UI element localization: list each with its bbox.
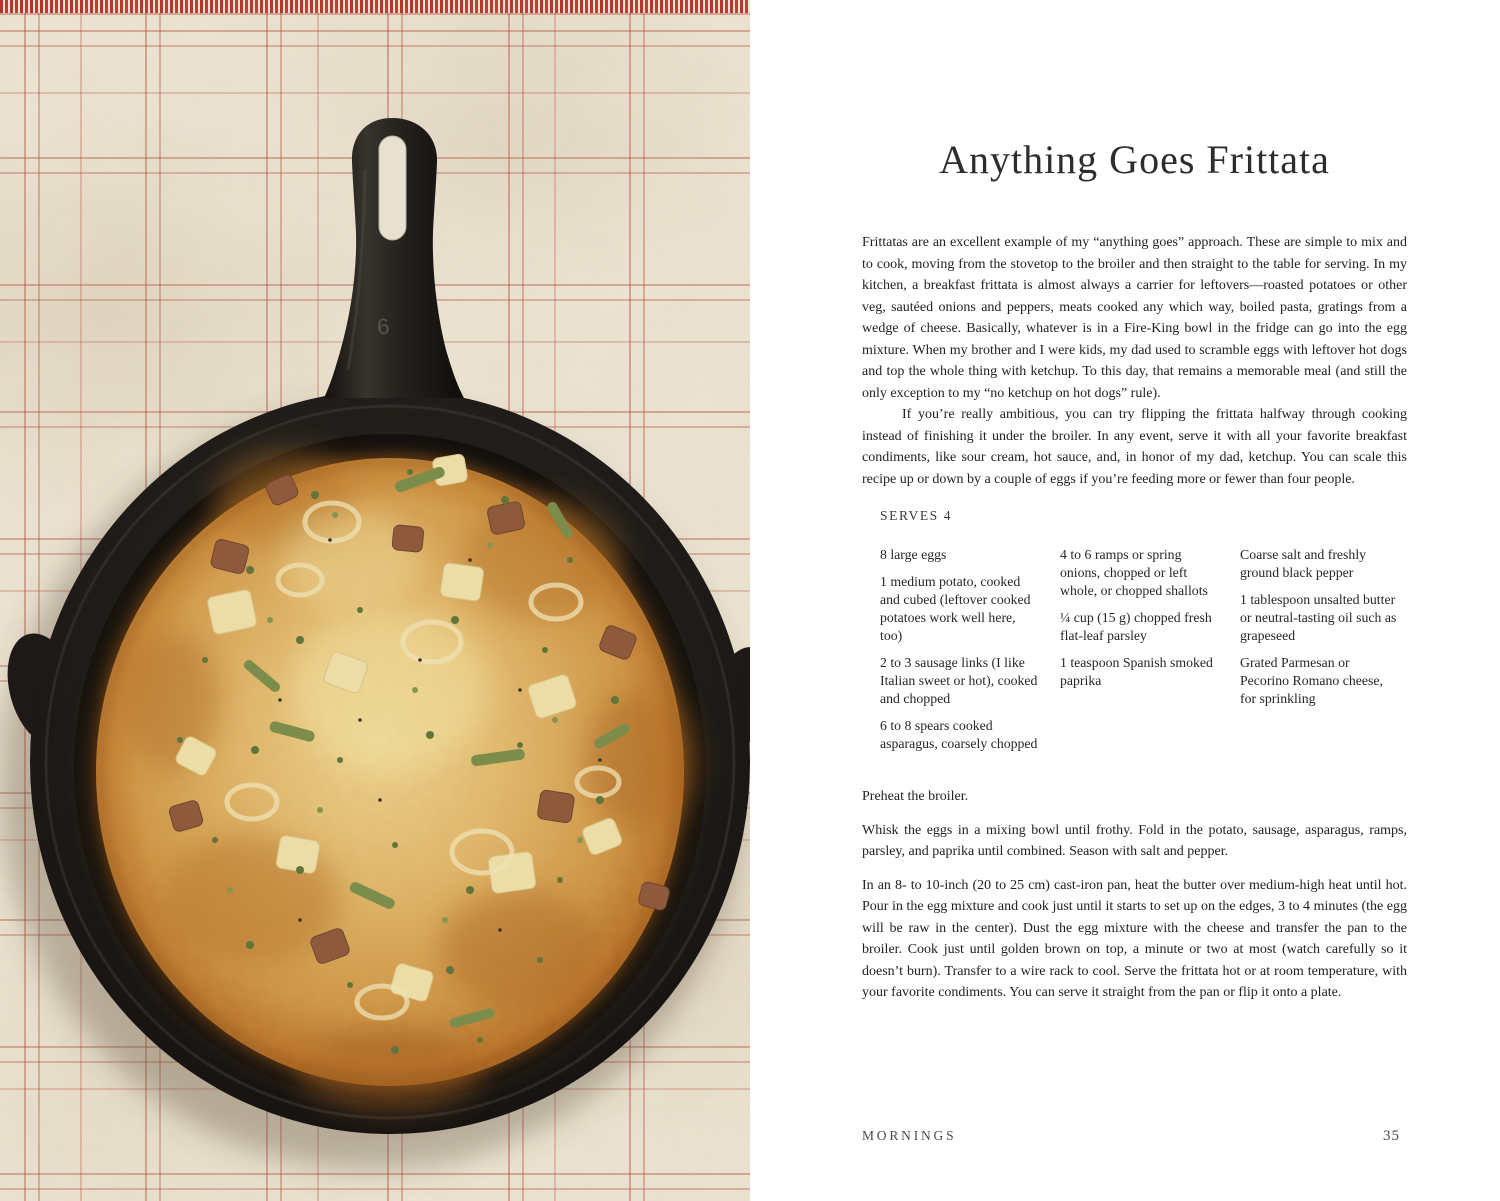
skillet-size-marking: 6 — [375, 313, 391, 340]
instructions — [862, 786, 1407, 1004]
recipe-page — [750, 0, 1500, 1201]
ingredient-column — [1060, 546, 1218, 762]
instruction-paragraph: Preheat the broiler. — [862, 789, 969, 804]
ingredient-item: 2 to 3 sausage links (I like Italian sweet or hot), cooked and chopped — [880, 655, 1038, 706]
footer-page-number: 35 — [1383, 1128, 1400, 1144]
ingredient-item: Coarse salt and freshly ground black pepper — [1240, 547, 1367, 580]
serves-label: SERVES 4 — [880, 508, 953, 523]
ingredient-item: 8 large eggs — [880, 547, 947, 562]
recipe-title: Anything Goes Frittata — [939, 137, 1330, 182]
intro-paragraph: If you’re really ambitious, you can try flipping the frittata halfway through cooking instead of finishing it under the broiler. In any event, serve it with all your favorite breakfast condiments, like sour cream, hot sauce, and, in honor of my dad, ketchup. You can scale this recipe up or down by a couple of eggs if you’re feeding more or fewer than four people. — [862, 407, 1407, 487]
ingredient-item: ¼ cup (15 g) chopped fresh flat-leaf parsley — [1060, 610, 1212, 643]
ingredient-item: 1 teaspoon Spanish smoked paprika — [1060, 655, 1213, 688]
instruction-paragraph: Whisk the eggs in a mixing bowl until frothy. Fold in the potato, sausage, asparagus, ramps, parsley, and paprika until combined. Season with salt and pepper. — [862, 822, 1407, 859]
ingredient-column — [880, 546, 1038, 762]
recipe-content — [862, 0, 1407, 1016]
ingredient-item: 6 to 8 spears cooked asparagus, coarsely chopped — [880, 718, 1038, 751]
ingredients-grid — [880, 546, 1407, 762]
handle-hole — [379, 136, 406, 240]
ingredient-item: Grated Parmesan or Pecorino Romano cheese, for sprinkling — [1240, 655, 1383, 706]
recipe-intro — [862, 232, 1407, 490]
instruction-paragraph: In an 8- to 10-inch (20 to 25 cm) cast-iron pan, heat the butter over medium-high heat until hot. Pour in the egg mixture and cook just until it starts to set up on the edges, 3 to 4 minutes (the egg will be raw in the center). Dust the egg mixture with the cheese and transfer the pan to the broiler. Cook just until golden brown on top, a minute or two at most (watch carefully so it doesn’t burn). Transfer to a wire rack to cool. Serve the frittata hot or at room temperature, with your favorite condiments. You can serve it straight from the pan or flip it onto a plate. — [862, 877, 1407, 1000]
ingredient-column — [1240, 546, 1398, 762]
intro-paragraph: Frittatas are an excellent example of my “anything goes” approach. These are simple to mix and to cook, moving from the stovetop to the broiler and then straight to the table for serving. In my kitchen, a breakfast frittata is almost always a carrier for leftovers—roasted potatoes or other veg, sautéed onions and peppers, meats cooked any which way, boiled pasta, gratings from a wedge of cheese. Basically, whatever is in a Fire-King bowl in the fridge can go into the egg mixture. When my brother and I were kids, my dad used to scramble eggs with leftover hot dogs and top the whole thing with ketchup. To this day, that remains a memorable meal (and still the only exception to my “no ketchup on hot dogs” rule). — [862, 235, 1407, 401]
ingredient-item: 1 medium potato, cooked and cubed (leftover cooked potatoes work well here, too) — [880, 574, 1031, 643]
ingredient-item: 1 tablespoon unsalted butter or neutral-tasting oil such as grapeseed — [1240, 592, 1397, 643]
footer-section-label: MORNINGS — [862, 1128, 957, 1143]
ingredient-item: 4 to 6 ramps or spring onions, chopped or left whole, or chopped shallots — [1060, 547, 1208, 598]
page-footer — [862, 1128, 1400, 1145]
